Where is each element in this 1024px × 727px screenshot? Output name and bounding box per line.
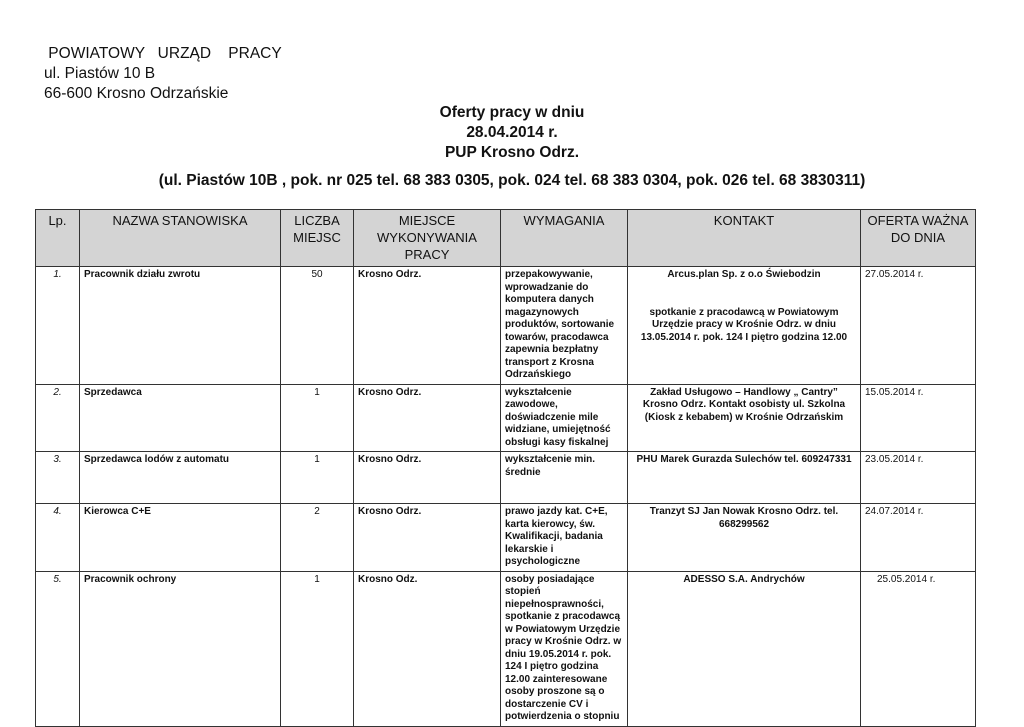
header-valid-until: OFERTA WAŻNA DO DNIA [861, 210, 976, 267]
row-position-name: Sprzedawca lodów z automatu [80, 452, 281, 504]
row-contact-employer: Zakład Usługowo – Handlowy „ Cantry” Krosno Odrz. Kontakt osobisty ul. Szkolna (Kiosk z kebabem) w Krośnie Odrzańskim [642, 386, 846, 423]
row-contact [628, 452, 861, 504]
table-row [36, 571, 976, 726]
document-title [0, 103, 1024, 163]
table-row [36, 384, 976, 452]
table-row [36, 452, 976, 504]
row-lp: 3. [36, 452, 80, 504]
row-count: 50 [281, 267, 354, 385]
header-lp: Lp. [36, 210, 80, 267]
row-contact-employer: ADESSO S.A. Andrychów [683, 573, 805, 585]
row-requirements: wykształcenie min. średnie [501, 452, 628, 504]
row-valid-until: 15.05.2014 r. [861, 384, 976, 452]
row-contact [628, 384, 861, 452]
table-header-row [36, 210, 976, 267]
row-count: 2 [281, 504, 354, 572]
row-requirements: osoby posiadające stopień niepełnosprawności, spotkanie z pracodawcą w Powiatowym Urzędzie pracy w Krośnie Odrz. w dniu 19.05.2014 r. pok. 124 I piętro godzina 12.00 zainteresowane osoby proszone są o dostarczenie CV i potwierdzenia o stopniu [501, 571, 628, 726]
title-office: PUP Krosno Odrz. [444, 144, 580, 161]
job-offers-table [35, 209, 976, 727]
office-address-block [44, 44, 282, 104]
row-count: 1 [281, 452, 354, 504]
row-workplace: Krosno Odrz. [354, 452, 501, 504]
row-position-name: Kierowca C+E [80, 504, 281, 572]
row-lp: 4. [36, 504, 80, 572]
row-contact-employer: PHU Marek Gurazda Sulechów tel. 609247331 [636, 454, 852, 465]
row-contact [628, 571, 861, 726]
header-workplace: MIEJSCE WYKONYWANIA PRACY [354, 210, 501, 267]
row-requirements: prawo jazdy kat. C+E, karta kierowcy, św. Kwalifikacji, badania lekarskie i psychologiczne [501, 504, 628, 572]
row-count: 1 [281, 571, 354, 726]
header-count: LICZBA MIEJSC [281, 210, 354, 267]
header-position-name: NAZWA STANOWISKA [80, 210, 281, 267]
row-workplace: Krosno Odrz. [354, 384, 501, 452]
header-requirements: WYMAGANIA [501, 210, 628, 267]
row-valid-until: 23.05.2014 r. [861, 452, 976, 504]
row-valid-until: 24.07.2014 r. [861, 504, 976, 572]
row-requirements: wykształcenie zawodowe, doświadczenie mile widziane, umiejętność obsługi kasy fiskalnej [501, 384, 628, 452]
row-lp: 1. [36, 267, 80, 385]
office-city: 66-600 Krosno Odrzańskie [44, 85, 229, 102]
row-workplace: Krosno Odrz. [354, 267, 501, 385]
row-position-name: Sprzedawca [80, 384, 281, 452]
row-valid-until: 27.05.2014 r. [861, 267, 976, 385]
row-workplace: Krosno Odz. [354, 571, 501, 726]
title-date: 28.04.2014 r. [466, 124, 558, 141]
table-row [36, 267, 976, 385]
office-name: POWIATOWY URZĄD PRACY [44, 45, 282, 62]
row-contact-employer: Tranzyt SJ Jan Nowak Krosno Odrz. tel. 668299562 [649, 506, 839, 530]
row-lp: 2. [36, 384, 80, 452]
row-contact [628, 267, 861, 385]
title-line-1: Oferty pracy w dniu [439, 104, 585, 121]
row-contact-employer: Arcus.plan Sp. z o.o Świebodzin [667, 269, 821, 280]
row-lp: 5. [36, 571, 80, 726]
table-row [36, 504, 976, 572]
header-contact: KONTAKT [628, 210, 861, 267]
office-contact-line: (ul. Piastów 10B , pok. nr 025 tel. 68 383 0305, pok. 024 tel. 68 383 0304, pok. 026 tel. 68 3830311) [158, 172, 866, 189]
row-workplace: Krosno Odrz. [354, 504, 501, 572]
office-street: ul. Piastów 10 B [44, 65, 156, 82]
row-position-name: Pracownik ochrony [80, 571, 281, 726]
row-position-name: Pracownik działu zwrotu [80, 267, 281, 385]
row-valid-until: 25.05.2014 r. [861, 571, 976, 726]
row-contact-meeting: spotkanie z pracodawcą w Powiatowym Urzędzie pracy w Krośnie Odrz. w dniu 13.05.2014 r. pok. 124 I piętro godzina 12.00 [640, 306, 848, 343]
row-contact [628, 504, 861, 572]
row-count: 1 [281, 384, 354, 452]
row-requirements: przepakowywanie, wprowadzanie do komputera danych magazynowych produktów, sortowanie towarów, pracodawca zapewnia bezpłatny transport z Krosna Odrzańskiego [501, 267, 628, 385]
